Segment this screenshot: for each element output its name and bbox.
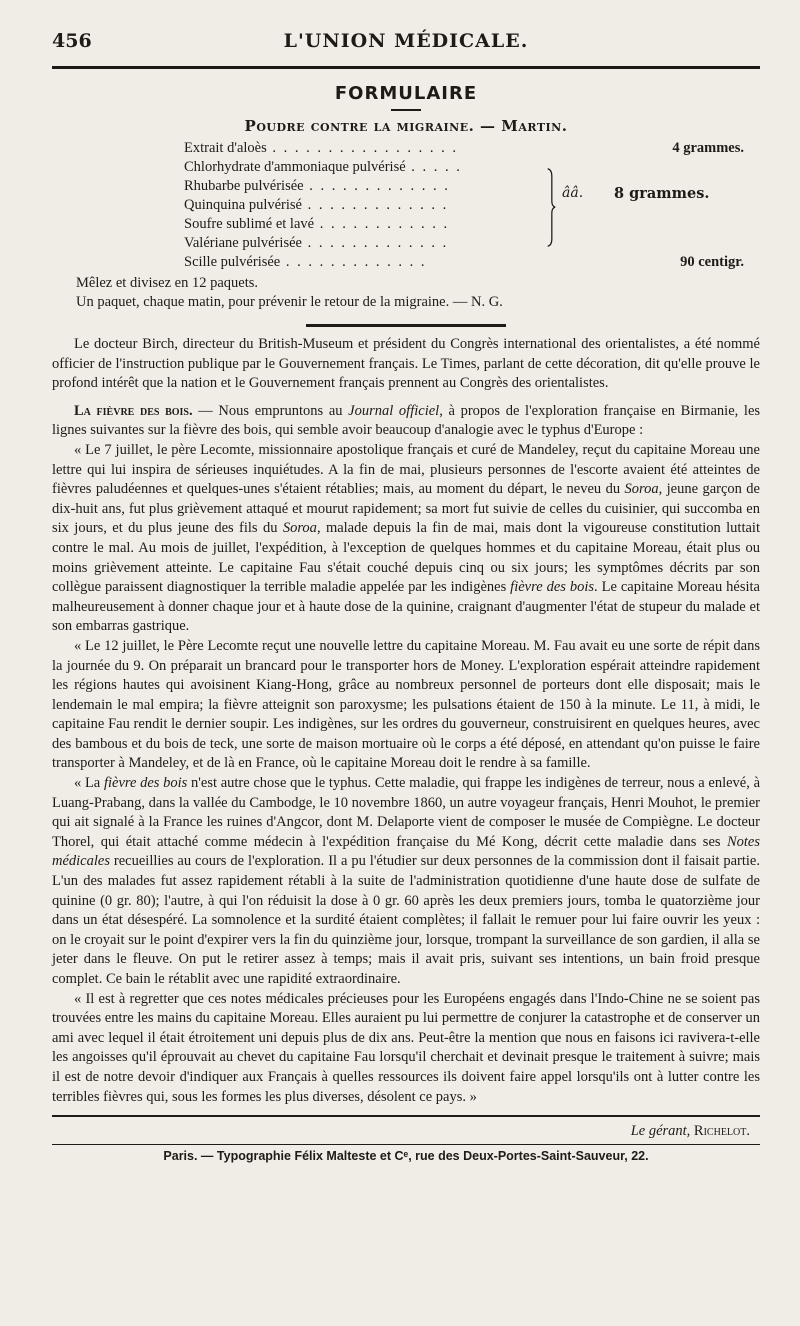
article-paragraph: « Le 12 juillet, le Père Lecomte reçut une nouvelle lettre du capitaine Moreau. M. Fau avait eu une sorte de répit dans la journée du 9. On préparait un brancard pour le transporter hors de Money. L'exploration espérait atteindre rapidement les régions hautes qui avoisinent Kiang-Hong, grâce au nombreux personnel de porteurs dont elle disposait; mais le lendemain le mal empira; la fièvre atteignit son paroxysme; les pulsations étaient de 150 à la minute. Le 11, à midi, le capitaine Fau rendit le dernier soupir. Les indigènes, sur les ordres du gouverneur, construisirent en quelques heures, avec des bambous et du bois de teck, une sorte de maison mortuaire où le corps a été déposé, en attendant qu'on puisse le faire transporter à Mandeley, et de là en France, où le capitaine Moreau doit le rendre à sa famille. — [52, 637, 760, 772]
article-heading: La fièvre des bois. — [74, 402, 193, 419]
ingredient-row: Extrait d'aloès . . . . . . . . . . . . . . . . . 4 grammes. — [184, 140, 744, 156]
ingredient-qty: 90 centigr. — [680, 254, 744, 270]
instruction-line: Un paquet, chaque matin, pour prévenir le retour de la migraine. — N. G. — [76, 294, 503, 310]
group-brace — [546, 160, 556, 255]
article-paragraph: « Il est à regretter que ces notes médicales précieuses pour les Européens engagés dans l'Indo-Chine ne se soient pas trouvées entre les mains du capitaine Moreau. Elles auraient pu lui permettre de conjurer la catastrophe et de conserver un ami avec lequel il était étroitement uni depuis plus de dix ans. Peut-être la mention que nous en faisons ici ravivera-t-elle les angoisses qu'il éprouvait au chevet du capitaine Fau lorsqu'il cherchait et devinait presque le traitement à suivre; mais il est de notre devoir d'indiquer aux Français à quelles ressources ils doivent faire appel lorsqu'ils ont à lutter contre les terribles fièvres qui, sous les formes les plus diverses, désolent ce pays. » — [52, 990, 760, 1105]
ingredient-list — [184, 139, 744, 272]
ingredient-row: Quinquina pulvérisé . . . . . . . . . . . . . — [184, 197, 449, 213]
recipe-instructions — [76, 274, 760, 312]
footer-rule — [52, 1115, 760, 1117]
article-paragraph: « La fièvre des bois n'est autre chose que le typhus. Cette maladie, qui frappe les indigènes de terreur, nous a enlevé, à Luang-Prabang, dans la vallée du Cambodge, le 10 novembre 1860, un autre voyageur français, Henri Mouhot, le premier qui ait signalé à la France les ruines d'Angcor, dont M. Delaporte vient de composer le musée de Compiègne. Le docteur Thorel, qui était attaché comme médecin à l'expédition française du Mé Kong, décrit cette maladie dans ses Notes médicales recueillies au cours de l'exploration. Il a pu l'étudier sur deux personnes de la commission dont il faisait partie. L'un des malades fut assez rapidement rétabli à la suite de l'administration quotidienne d'une haute dose de sulfate de quinine (0 gr. 80); l'autre, à qui l'on réduisit la dose à 0 gr. 60 après les deux premiers jours, tomba le quatorzième jour dans un état désespéré. La somnolence et la surdité étaient complètes; il fallait le remuer pour lui faire ouvrir les yeux : on le croyait sur le point d'expirer vers la fin du quinzième jour, lorsque, trompant la surveillance de son gardien, il alla se jeter dans le fleuve. On put le retirer assez à temps; mais il avait pris, suivant ses intentions, un bain froid presque complet. Ce bain le rétablit avec une rapidité extraordinaire. — [52, 775, 761, 987]
article-paragraph: « Le 7 juillet, le père Lecomte, missionnaire apostolique français et curé de Mandeley, reçut du capitaine Moreau une lettre qui lui inspira de sérieuses inquiétudes. A la fin de mai, plusieurs personnes de l'escorte avaient été atteintes de fièvres paludéennes et quelques-unes s'étaient rétablies; mais, au moment du départ, le neveu du Soroa, jeune garçon de dix-huit ans, fut plus grièvement attaqué et mourut rapidement; sa mort fut suivie de celles du cuisinier, qui succomba en six jours, et du plus jeune des fils du Soroa, malade depuis la fin de mai, mais dont la vigoureuse constitution luttait contre le mal. Au mois de juillet, l'expédition, à l'exception de quelques hommes et du capitaine Moreau, était plus ou moins grièvement atteinte. Le capitaine Fau s'était couché depuis cinq ou six jours; les symptômes décrits par son collègue paraissent diagnostiquer la terrible maladie appelée par les indigènes fièvre des bois. Le capitaine Moreau hésita malheureusement à donner chaque jour et à haute dose de la quinine, craignant d'augmenter l'état de stupeur du malade et son embarras gastrique. — [52, 441, 760, 635]
news-paragraph: Le docteur Birch, directeur du British-Museum et président du Congrès international des orientalistes, a été nommé officier de l'instruction publique par le Gouvernement français. Le Times, parlant de cette décoration, dit qu'elle prouve le profond intérêt que la nation et le Gouvernement français prennent au Congrès des orientalistes. — [52, 336, 760, 392]
page-header — [52, 26, 760, 58]
ingredient-row: Valériane pulvérisée . . . . . . . . . . . . . — [184, 235, 449, 251]
page-number: 456 — [52, 30, 92, 52]
ingredient-row: Soufre sublimé et lavé . . . . . . . . . . . . — [184, 216, 450, 232]
ingredient-qty: 4 grammes. — [672, 140, 744, 156]
imprint-line: Paris. — Typographie Félix Malteste et Cᵉ, rue des Deux-Portes-Saint-Sauveur, 22. — [163, 1149, 649, 1164]
section-divider — [306, 324, 506, 327]
group-abbrev: ââ. — [562, 185, 584, 201]
gerant-signature: Le gérant, Richelot. — [630, 1123, 750, 1140]
ingredient-row: Rhubarbe pulvérisée . . . . . . . . . . . . . — [184, 178, 450, 194]
section-title: FORMULAIRE — [334, 83, 478, 104]
recipe-title: Poudre contre la migraine. — Martin. — [244, 117, 568, 135]
journal-title: L'UNION MÉDICALE. — [283, 30, 529, 52]
title-divider — [391, 109, 421, 111]
ingredient-row: Chlorhydrate d'ammoniaque pulvérisé . . . . . — [184, 159, 462, 175]
imprint-rule — [52, 1144, 760, 1145]
header-rule — [52, 66, 760, 69]
instruction-line: Mêlez et divisez en 12 paquets. — [76, 275, 258, 291]
ingredient-row: Scille pulvérisée . . . . . . . . . . . . . 90 centigr. — [184, 254, 744, 270]
article-paragraph: La fièvre des bois. — Nous empruntons au Journal officiel, à propos de l'exploration française en Birmanie, les lignes suivantes sur la fièvre des bois, qui semble avoir beaucoup d'analogie avec le typhus d'Europe : — [52, 402, 761, 439]
group-qty: 8 grammes. — [614, 185, 710, 202]
